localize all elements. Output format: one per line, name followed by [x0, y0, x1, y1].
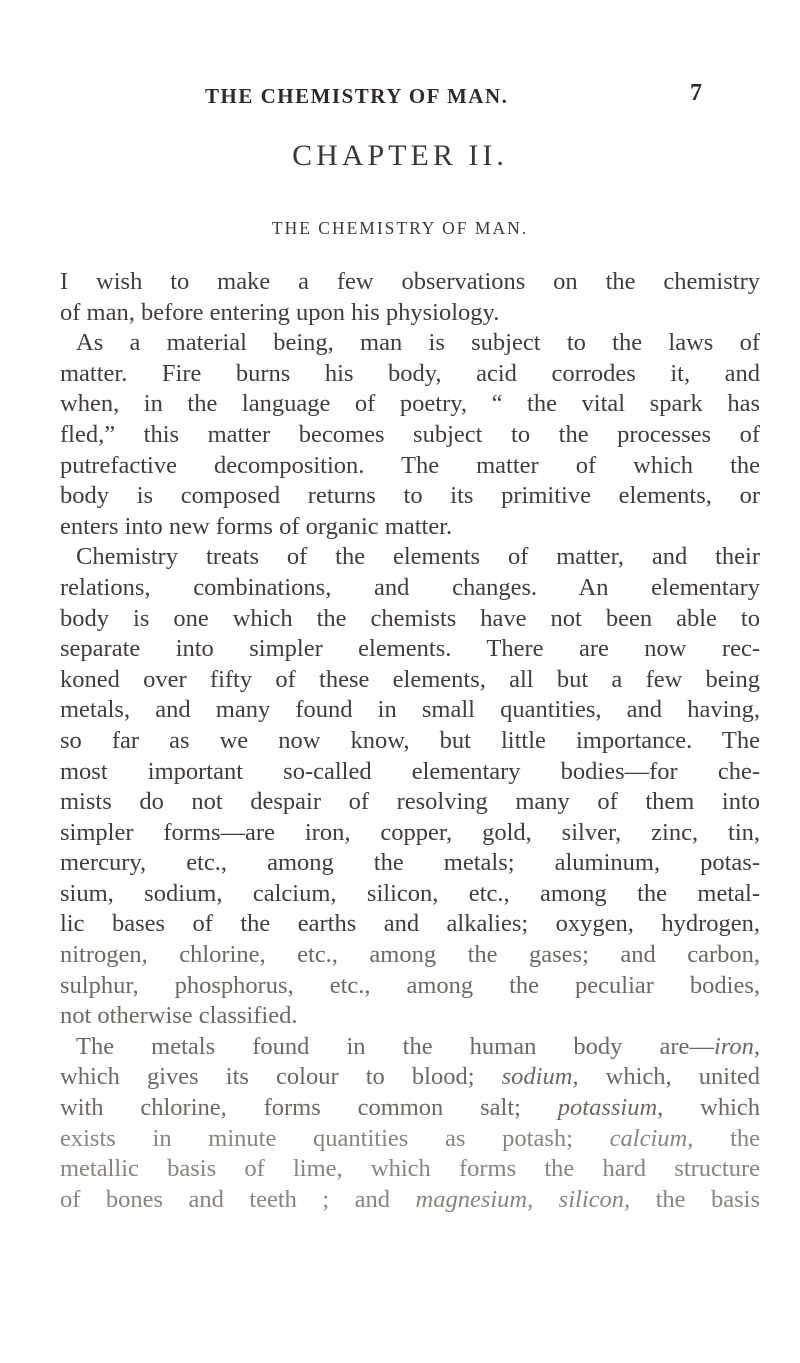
- text-line: putrefactive decomposition. The matter of which the: [60, 451, 760, 479]
- text-line: As a material being, man is subject to the laws of: [76, 329, 760, 357]
- text-line: [60, 1185, 760, 1216]
- text-line: when, in the language of poetry, “ the vital spark has: [60, 390, 760, 418]
- emphasis-potassium: potassium,: [557, 1094, 664, 1122]
- text-line: sium, sodium, calcium, silicon, etc., among the metal-: [60, 879, 760, 907]
- chapter-subtitle: THE CHEMISTRY OF MAN.: [271, 218, 529, 238]
- text-line: Chemistry treats of the elements of matter, and their: [76, 543, 760, 571]
- text-line: not otherwise classified.: [60, 1002, 298, 1030]
- text-line: mercury, etc., among the metals; aluminum, potas-: [60, 849, 760, 877]
- text-fragment: exists in minute quantities as potash;: [60, 1124, 573, 1152]
- text-line: koned over fifty of these elements, all but a few being: [60, 665, 760, 693]
- emphasis-iron: iron,: [713, 1032, 760, 1060]
- text-line: [60, 1093, 760, 1124]
- text-line: metals, and many found in small quantities, and having,: [60, 696, 760, 724]
- emphasis-sodium: sodium,: [501, 1063, 579, 1091]
- text-line: nitrogen, chlorine, etc., among the gases; and carbon,: [60, 941, 760, 969]
- text-line: relations, combinations, and changes. An elementary: [60, 573, 760, 601]
- text-line: mists do not despair of resolving many of them into: [60, 788, 760, 816]
- text-fragment: of bones and teeth ; and: [60, 1185, 391, 1213]
- text-fragment: with chlorine, forms common salt;: [60, 1094, 521, 1122]
- text-line: most important so-called elementary bodies—for che-: [60, 757, 760, 785]
- text-fragment: which: [700, 1094, 761, 1122]
- body-text: [60, 267, 760, 1215]
- text-line: of man, before entering upon his physiology.: [60, 298, 500, 326]
- text-line: body is one which the chemists have not been able to: [60, 604, 760, 632]
- text-line: I wish to make a few observations on the chemistry: [60, 268, 760, 295]
- text-line: matter. Fire burns his body, acid corrodes it, and: [60, 359, 760, 387]
- chapter-title: CHAPTER II.: [292, 139, 508, 172]
- text-fragment: The metals found in the human body are—: [76, 1032, 714, 1060]
- text-line: [60, 1062, 760, 1093]
- text-fragment: which, united: [605, 1063, 761, 1091]
- text-line: body is composed returns to its primitive elements, or: [60, 482, 760, 510]
- text-line: metallic basis of lime, which forms the hard structure: [60, 1155, 760, 1183]
- running-head: THE CHEMISTRY OF MAN.: [205, 84, 509, 108]
- text-fragment: the basis: [655, 1185, 760, 1213]
- text-line: [60, 1124, 760, 1155]
- emphasis-magnesium-silicon: magnesium, silicon,: [415, 1185, 631, 1213]
- text-line: sulphur, phosphorus, etc., among the peculiar bodies,: [60, 971, 760, 999]
- text-line: enters into new forms of organic matter.: [60, 512, 453, 540]
- text-line: lic bases of the earths and alkalies; oxygen, hydrogen,: [60, 910, 760, 938]
- text-line: fled,” this matter becomes subject to the processes of: [60, 420, 760, 448]
- text-line: [60, 1032, 760, 1063]
- text-fragment: which gives its colour to blood;: [60, 1063, 475, 1091]
- text-line: simpler forms—are iron, copper, gold, silver, zinc, tin,: [60, 818, 760, 846]
- emphasis-calcium: calcium,: [609, 1124, 694, 1152]
- text-line: separate into simpler elements. There are now rec-: [60, 635, 760, 663]
- page-number: 7: [690, 80, 702, 106]
- text-fragment: the: [730, 1124, 760, 1152]
- text-line: so far as we now know, but little importance. The: [60, 726, 760, 754]
